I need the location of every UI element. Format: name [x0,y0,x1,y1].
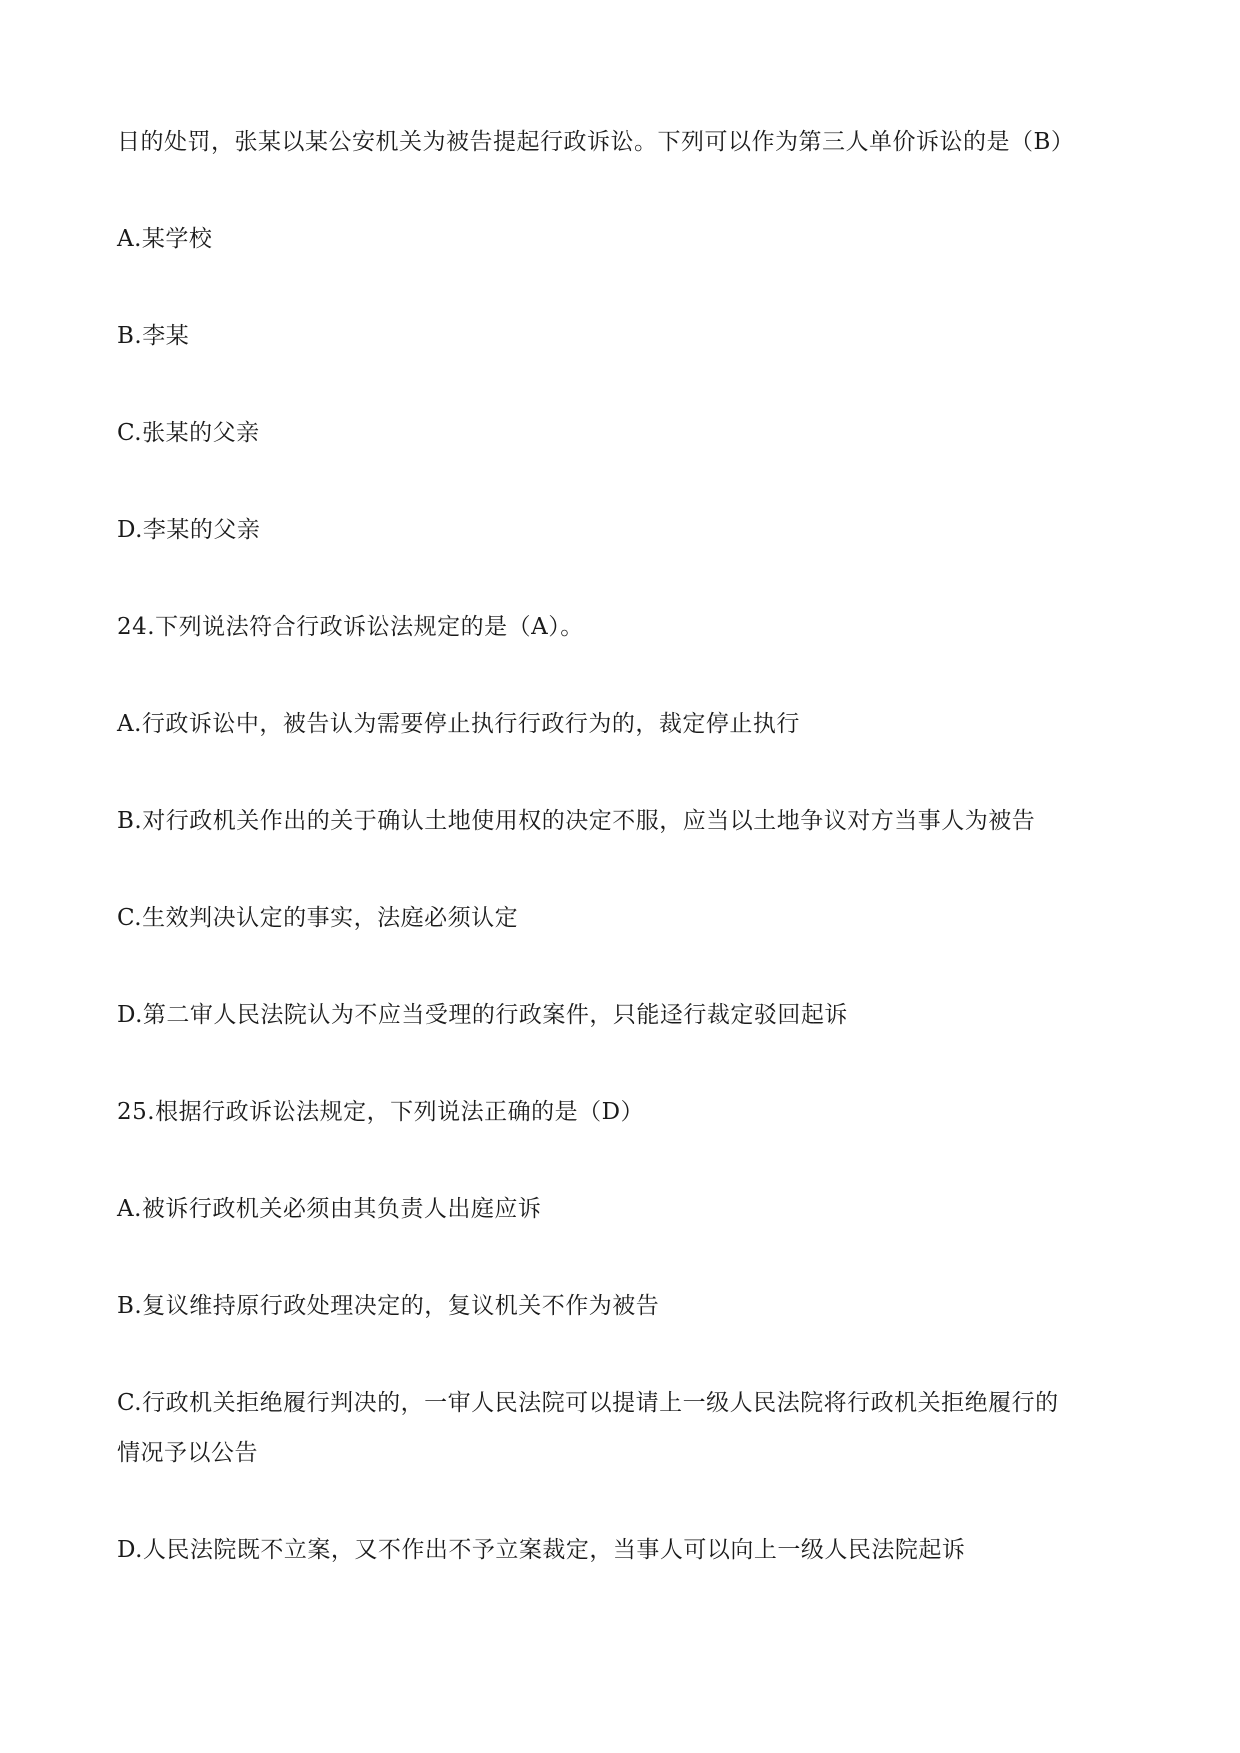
question-25-option-d: D.人民法院既不立案，又不作出不予立案裁定，当事人可以向上一级人民法院起诉 [117,1537,966,1563]
question-25-option-a: A.被诉行政机关必须由其负责人出庭应诉 [117,1196,542,1222]
option-d: D.李某的父亲 [117,517,261,543]
option-a: A.某学校 [117,226,213,252]
question-25-stem: 25.根据行政诉讼法规定，下列说法正确的是（D） [117,1099,645,1125]
question-24-option-a: A.行政诉讼中，被告认为需要停止执行行政行为的，裁定停止执行 [117,711,800,737]
option-c: C.张某的父亲 [117,420,260,446]
question-24-option-c: C.生效判决认定的事实，法庭必须认定 [117,905,519,931]
question-24-option-b: B.对行政机关作出的关于确认土地使用权的决定不服，应当以土地争议对方当事人为被告 [117,808,1036,834]
question-25-option-c: C.行政机关拒绝履行判决的，一审人民法院可以提请上一级人民法院将行政机关拒绝履行的 [117,1390,1059,1416]
question-24-option-d: D.第二审人民法院认为不应当受理的行政案件，只能迳行裁定驳回起诉 [117,1002,848,1028]
option-b: B.李某 [117,323,190,349]
question-25-option-b: B.复议维持原行政处理决定的，复议机关不作为被告 [117,1293,660,1319]
question-continuation: 日的处罚，张某以某公安机关为被告提起行政诉讼。下列可以作为第三人单价诉讼的是（B） [117,129,1075,155]
question-24-stem: 24.下列说法符合行政诉讼法规定的是（A）。 [117,614,584,640]
question-25-option-c-continuation: 情况予以公告 [117,1440,258,1466]
